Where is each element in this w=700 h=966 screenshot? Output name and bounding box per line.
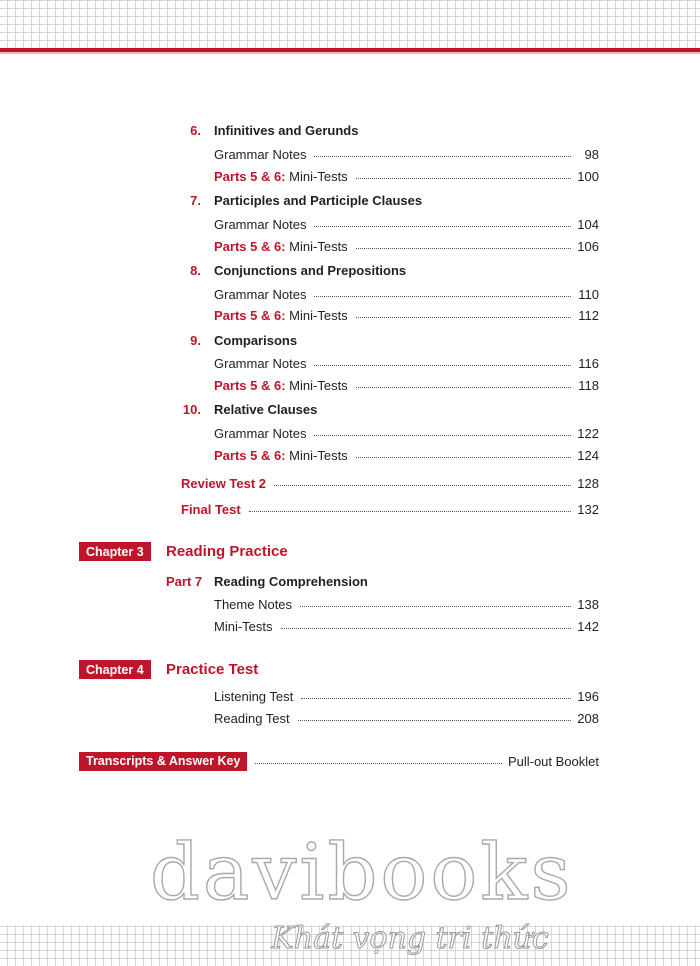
page-number: 106 bbox=[577, 238, 599, 254]
unit-title: Relative Clauses bbox=[214, 402, 318, 417]
parts-label: Parts 5 & 6: bbox=[214, 238, 286, 254]
unit-title: Participles and Participle Clauses bbox=[214, 193, 423, 208]
part-number: Part 7 bbox=[166, 574, 203, 589]
dot-leader bbox=[314, 435, 571, 436]
mini-tests-label: Mini-Tests bbox=[289, 307, 348, 323]
dot-leader bbox=[356, 387, 571, 388]
parts-label: Parts 5 & 6: bbox=[214, 168, 286, 184]
entry-label bbox=[214, 308, 348, 323]
watermark-logo: davibooks bbox=[150, 828, 574, 918]
chapter-3-title: Reading Practice bbox=[166, 543, 288, 560]
unit-number: 6. bbox=[190, 123, 201, 138]
page-number: 112 bbox=[578, 307, 599, 323]
toc-entry-theme-notes[interactable] bbox=[214, 595, 599, 613]
mini-tests-label: Mini-Tests bbox=[289, 377, 348, 393]
toc-entry-mini-tests[interactable] bbox=[214, 446, 599, 464]
parts-label: Parts 5 & 6: bbox=[214, 377, 286, 393]
page-number: 142 bbox=[577, 618, 599, 634]
entry-label: Grammar Notes bbox=[214, 216, 307, 232]
mini-tests-label: Mini-Tests bbox=[289, 168, 348, 184]
toc-entry-listening-test[interactable] bbox=[214, 687, 599, 705]
header-rule-shadow bbox=[0, 52, 700, 54]
toc-entry-grammar-notes[interactable] bbox=[214, 215, 599, 233]
dot-leader bbox=[281, 628, 571, 629]
unit-title: Comparisons bbox=[214, 333, 298, 348]
entry-label bbox=[214, 239, 348, 254]
unit-title: Infinitives and Gerunds bbox=[214, 123, 359, 138]
entry-label: Reading Test bbox=[214, 710, 290, 726]
parts-label: Parts 5 & 6: bbox=[214, 447, 286, 463]
toc-entry-grammar-notes[interactable] bbox=[214, 145, 599, 163]
chapter-4-title: Practice Test bbox=[166, 661, 259, 678]
page-number: 208 bbox=[577, 710, 599, 726]
entry-label bbox=[214, 448, 348, 463]
dot-leader bbox=[314, 226, 571, 227]
parts-label: Parts 5 & 6: bbox=[214, 307, 286, 323]
page-number: Pull-out Booklet bbox=[507, 753, 599, 769]
toc-entry-mini-tests[interactable] bbox=[214, 617, 599, 635]
dot-leader bbox=[249, 511, 571, 512]
part-title: Reading Comprehension bbox=[214, 574, 368, 589]
entry-label: Grammar Notes bbox=[214, 425, 307, 441]
entry-label: Theme Notes bbox=[214, 596, 293, 612]
page-number: 98 bbox=[584, 146, 599, 162]
toc-entry-mini-tests[interactable] bbox=[214, 306, 599, 324]
toc-entry-grammar-notes[interactable] bbox=[214, 424, 599, 442]
unit-number: 7. bbox=[190, 193, 201, 208]
entry-label bbox=[214, 378, 348, 393]
watermark-slogan: Khát vọng tri thức bbox=[271, 921, 549, 956]
entry-label: Mini-Tests bbox=[214, 618, 273, 634]
page-number: 124 bbox=[577, 447, 599, 463]
page-number: 116 bbox=[578, 355, 599, 371]
entry-label: Review Test 2 bbox=[181, 475, 267, 491]
mini-tests-label: Mini-Tests bbox=[289, 238, 348, 254]
entry-label: Grammar Notes bbox=[214, 286, 307, 302]
mini-tests-label: Mini-Tests bbox=[289, 447, 348, 463]
toc-entry-mini-tests[interactable] bbox=[214, 237, 599, 255]
dot-leader bbox=[274, 485, 571, 486]
toc-entry-transcripts[interactable] bbox=[79, 752, 599, 770]
chapter-4-badge: Chapter 4 bbox=[79, 660, 151, 679]
dot-leader bbox=[356, 317, 571, 318]
toc-entry-mini-tests[interactable] bbox=[214, 167, 599, 185]
page-number: 104 bbox=[577, 216, 599, 232]
entry-label bbox=[214, 169, 348, 184]
page-number: 196 bbox=[577, 688, 599, 704]
toc-entry-review-test-2[interactable] bbox=[181, 474, 599, 492]
unit-number: 9. bbox=[190, 333, 201, 348]
top-grid-pattern bbox=[0, 0, 700, 48]
dot-leader bbox=[356, 248, 571, 249]
page-number: 118 bbox=[578, 377, 599, 393]
page-number: 110 bbox=[578, 286, 599, 302]
dot-leader bbox=[300, 606, 571, 607]
dot-leader bbox=[314, 296, 571, 297]
toc-entry-grammar-notes[interactable] bbox=[214, 354, 599, 372]
toc-entry-reading-test[interactable] bbox=[214, 709, 599, 727]
dot-leader bbox=[301, 698, 571, 699]
unit-title: Conjunctions and Prepositions bbox=[214, 263, 407, 278]
toc-entry-grammar-notes[interactable] bbox=[214, 285, 599, 303]
dot-leader bbox=[356, 457, 571, 458]
dot-leader bbox=[298, 720, 571, 721]
unit-number: 10. bbox=[182, 402, 201, 417]
page-number: 132 bbox=[577, 501, 599, 517]
dot-leader bbox=[314, 156, 571, 157]
dot-leader bbox=[314, 365, 571, 366]
page-number: 122 bbox=[577, 425, 599, 441]
toc-entry-mini-tests[interactable] bbox=[214, 376, 599, 394]
toc-entry-final-test[interactable] bbox=[181, 500, 599, 518]
chapter-3-badge: Chapter 3 bbox=[79, 542, 151, 561]
page-number: 100 bbox=[577, 168, 599, 184]
dot-leader bbox=[356, 178, 571, 179]
dot-leader bbox=[255, 763, 501, 764]
entry-label: Listening Test bbox=[214, 688, 294, 704]
entry-label: Grammar Notes bbox=[214, 355, 307, 371]
transcripts-badge: Transcripts & Answer Key bbox=[79, 752, 247, 771]
entry-label: Final Test bbox=[181, 501, 241, 517]
page-number: 128 bbox=[577, 475, 599, 491]
unit-number: 8. bbox=[190, 263, 201, 278]
entry-label: Grammar Notes bbox=[214, 146, 307, 162]
page-number: 138 bbox=[577, 596, 599, 612]
